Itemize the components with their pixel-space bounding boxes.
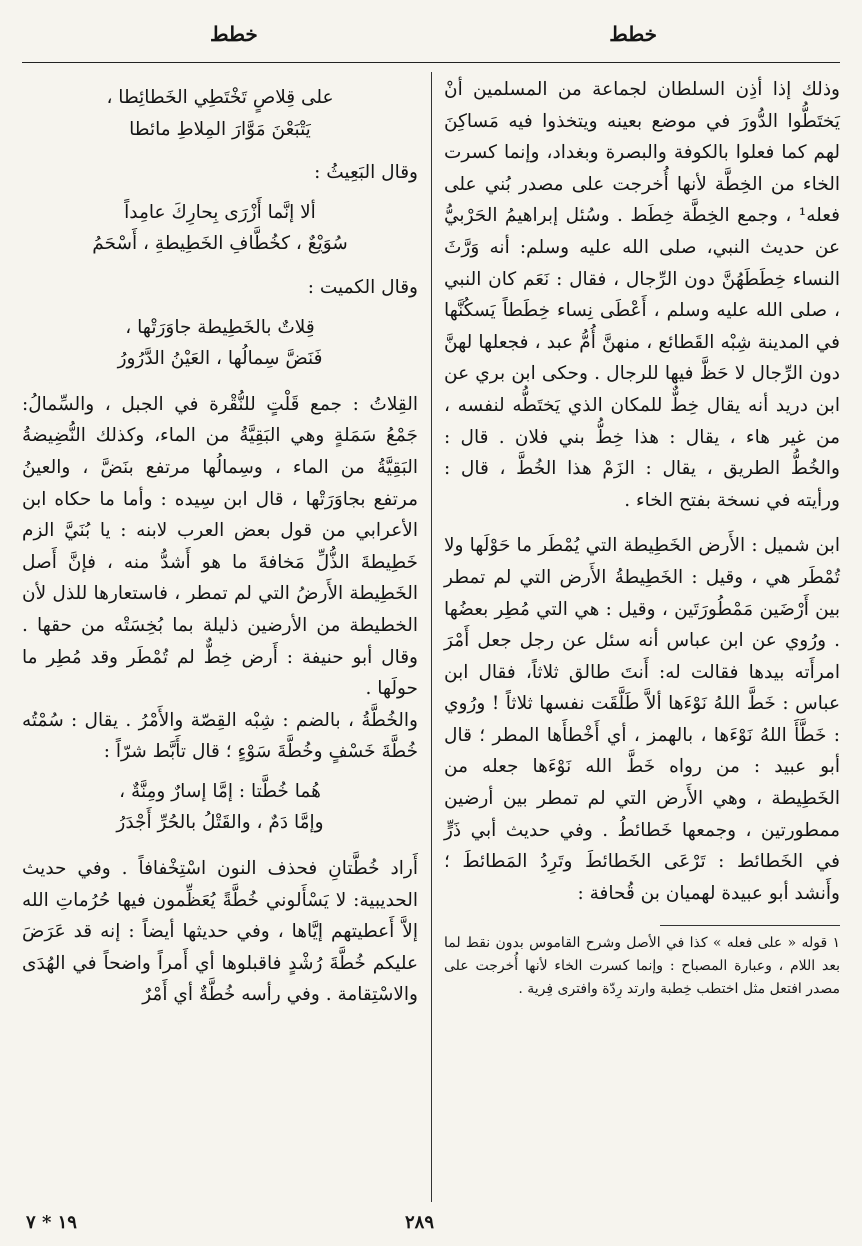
- right-paragraph-1: وذلك إذا أذِن السلطان لجماعة من المسلمين أنْ يَختَطُّوا الدُّورَ في موضع بعينه ويتخذوا فيه مَساكِنَ لهم كما فعلوا بالكوفة والبصرة وبغداد، وإنما كسرت الخاء من الخِطَّة لأنها أُخرجت على مصدر بُني على فعله¹ ، وجمع الخِطَّة خِطَط . وسُئل إبراهيمُ الحَرْبيُّ عن حديث النبي، صلى الله عليه وسلم: أنه وَرَّثَ النساء خِطَطَهُنَّ دون الرِّجال ، فقال : نَعَم كان النبي ، صلى الله عليه وسلم ، أَعْطَى نِساء خِطَطاً يَسكُنَّها في المدينة شِبْه القَطائع ، منهنَّ أُمُّ عبد ، فجعلها لهنَّ دون الرِّجال لا حَظَّ فيها للرجال . وحكى ابن بري عن ابن دريد أنه يقال خِطٌّ للمكان الذي يَختَطُّه لنفسه ، من غير هاء ، يقال : هذا خِطُّ بني فلان . قال : والخُطُّ الطريق ، يقال : الزَمْ هذا الخُطَّ ، قال : ورأيته في نسخة بفتح الخاء .: [444, 79, 840, 511]
- verse-line: ألا إنَّما أَزْرَى بِحارِكَ عامِداً: [124, 201, 316, 223]
- footnote: ١ قوله « على فعله » كذا في الأصل وشرح القاموس بدون نقط لما بعد اللام ، وعبارة المصباح : وإنما كسرت الخاء لأنها أُخرجت على مصدر افتعل مثل اختطب خِطبة وارتد رِدّة وافترى فِرية .: [444, 935, 840, 998]
- verse-line: قِلاتٌ بالخَطِيطة جاوَرَتْها ،: [125, 316, 315, 338]
- verse-line: على قِلاصٍ تَخْتَطِي الخَطائِطا ،: [106, 87, 334, 108]
- verse-kumait: [22, 312, 418, 375]
- running-header-left: خطط: [210, 22, 258, 46]
- verse-intro: وقال الكميت :: [307, 276, 418, 298]
- right-paragraph-2: ابن شميل : الأَرض الخَطِيطة التي يُمْطَر ما حَوْلَها ولا تُمْطَر هي ، وقيل : الخَطِيطةُ الأَرض التي لم تمطر بين أَرْضَين مَمْطُورَتَين ، وقيل : هي التي مُطِر بعضُها . ورُوي عن ابن عباس أنه سئل عن رجل جعل أَمْرَ امرأَته بيدها فقالت له: أَنتَ طالق ثلاثاً، فقال ابن عباس : خَطَّ اللهُ نَوْءَها ألاَّ طَلَّقَت نفسها ثلاثاً ! ورُوي : خَطَّأَ اللهُ نَوْءَها ، بالهمز ، أي أَخْطأَها المطر ؛ قال أبو عبيد : من رواه خَطَّ الله نَوْءَها جعله من الخَطِيطة ، وهي الأَرض التي لم تمطر بين أرضين ممطورتين ، وجمعها خَطائطُ . وفي حديث أبي ذَرٍّ في الخَطائط : تَرْعَى الخَطائطَ وتَرِدُ المَطائطَ ؛ وأَنشد أبو عبيدة لهميان بن قُحافة :: [444, 535, 840, 904]
- verse-line: يَتْبَعْنَ مَوَّارَ المِلاطِ مائطا: [129, 118, 311, 140]
- verse-line: وإمَّا دَمٌ ، والقَتْلُ بالحُرِّ أَجْدَرُ: [116, 812, 324, 834]
- verse-line: هُما خُطَّتا : إمَّا إسارٌ ومِنَّةٌ ،: [119, 780, 321, 802]
- header-rule: [22, 62, 840, 63]
- left-paragraph-3: أَراد خُطَّتانِ فحذف النون اسْتِخْفافاً . وفي حديث الحديبية: لا يَسْأَلوني خُطَّةً يُعَظِّمون فيها حُرُماتِ الله إلاَّ أَعطيتهم إيَّاها ، وفي حديثها أيضاً : إنه قد عَرَضَ عليكم خُطَّةَ رُشْدٍ فاقبلوها أي أَمراً واضحاً في الهُدَى والاسْتِقامة . وفي رأسه خُطَّةٌ أي أَمْرٌ: [22, 858, 418, 1006]
- footnote-rule: [660, 925, 840, 926]
- right-column: [444, 74, 840, 1001]
- column-divider: [431, 72, 432, 1202]
- verse-taabbata: [22, 776, 418, 839]
- page-number: ٢٨٩: [405, 1212, 435, 1233]
- running-header-right: خطط: [609, 22, 657, 46]
- left-paragraph-1: القِلاتُ : جمع قَلْتٍ للنُّقْرة في الجبل ، والسِّمالُ: جَمْعُ سَمَلةٍ وهي البَقِيَّةُ من الماء، وكذلك النُّضِيضةُ البَقِيَّةُ من الماء ، وسِمالُها مرتفع بنَضَّ ، والعينُ مرتفع بجاوَرَتْها ، قال ابن سِيده : وأما ما حكاه ابن الأعرابي من قول بعض العرب لابنه : يا بُنَيَّ الزم خَطِيطةَ الذُّلِّ مَخافةَ ما هو أَشدُّ منه ، فإنَّ أَصل الخَطِيطة الأَرضُ التي لم تمطر ، فاستعارها للذل لأن الخطيطة من الأرضين ذليلة بما بُخِسَتْه من حقها . وقال أبو حنيفة : أَرض خِطٌّ لم تُمْطَر وقد مُطِر ما حولَها .: [22, 393, 418, 700]
- verse-intro: وقال البَعِيثُ :: [314, 162, 418, 184]
- verse-line: سُوَيْعٌ ، كخُطَّافِ الخَطِيطةِ ، أَسْحَمُ: [92, 233, 348, 255]
- left-paragraph-2: والخُطَّةُ ، بالضم : شِبْه القِصّة والأَمْرُ . يقال : سُمْتُه خُطَّةَ خَسْفٍ وخُطَّةَ سَوْءٍ ؛ قال تأَبَّط شرّاً :: [22, 709, 418, 763]
- verse-line: فَنَضَّ سِمالُها ، العَيْنُ الدَّرُورُ: [117, 348, 323, 370]
- signature-mark: ١٩ * ٧: [26, 1212, 77, 1233]
- verse-hamyan: [22, 82, 418, 145]
- left-column: [22, 74, 418, 1011]
- verse-baith: [22, 197, 418, 260]
